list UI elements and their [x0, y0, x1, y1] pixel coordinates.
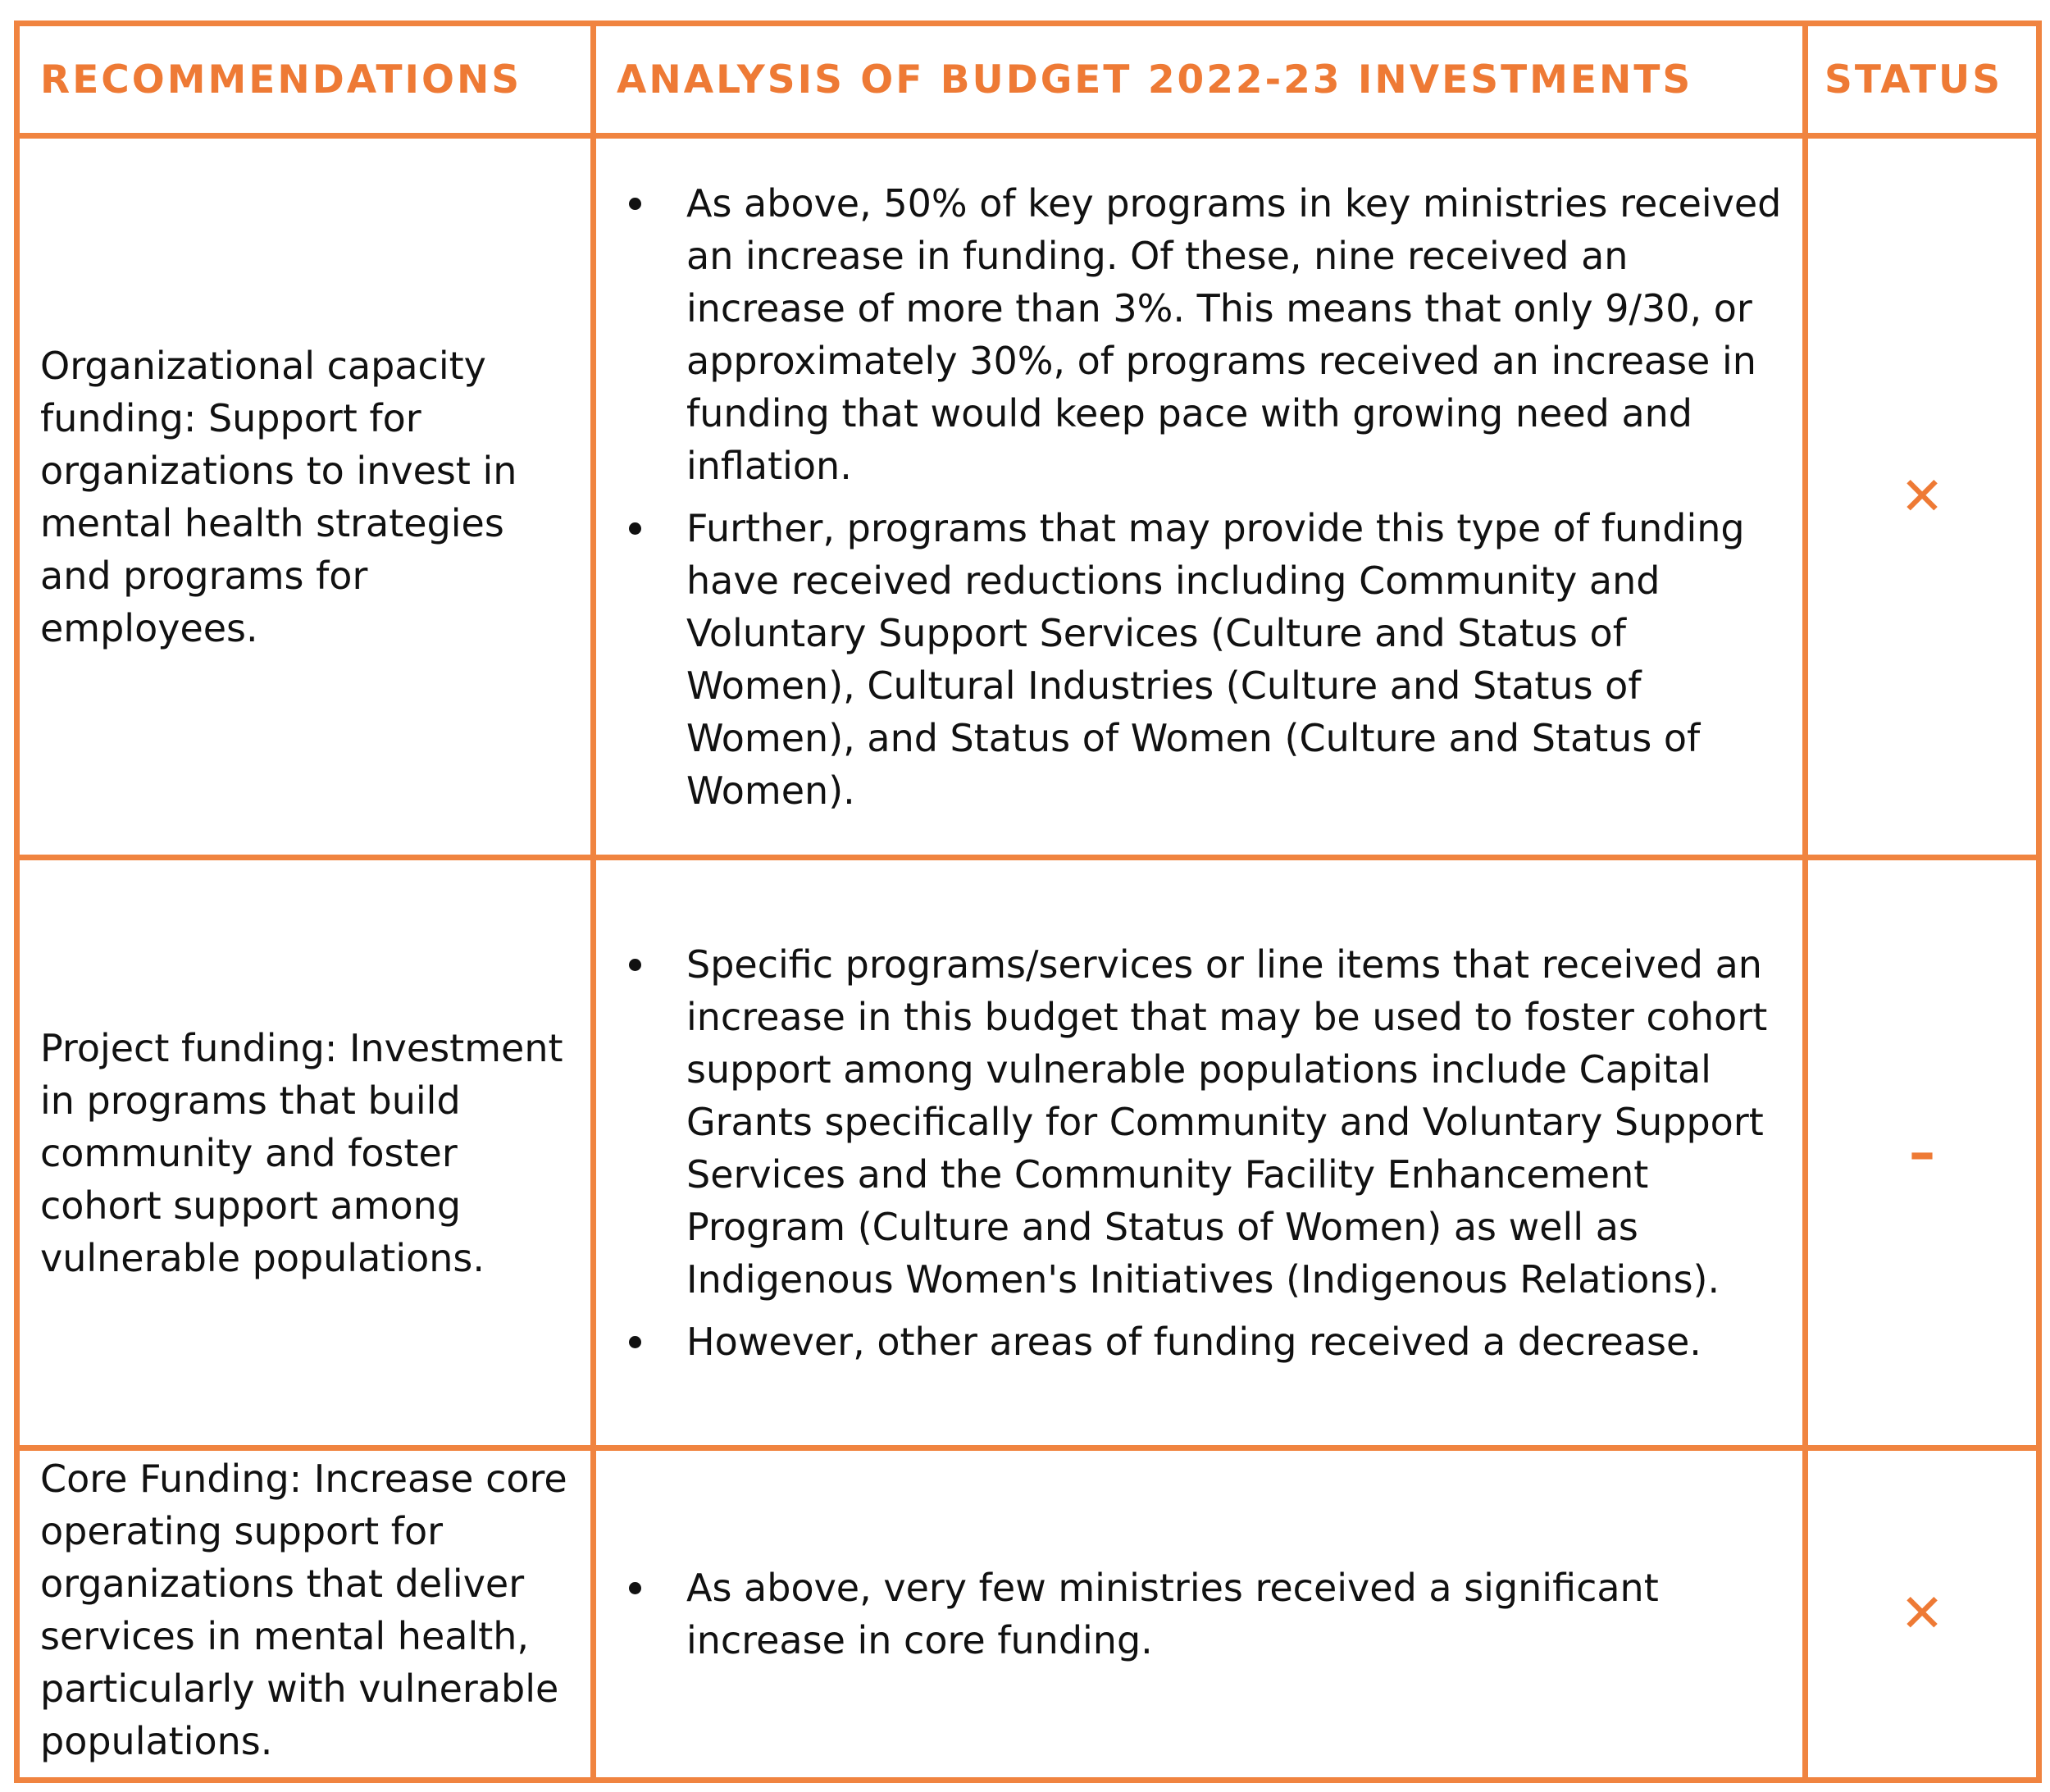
bullet-dot-icon [629, 1582, 641, 1594]
analysis-cell [594, 1448, 1806, 1781]
x-icon: ✕ [1900, 466, 1944, 527]
budget-analysis-sheet [14, 21, 2036, 1771]
x-icon: ✕ [1900, 1584, 1944, 1644]
header-recommendations: RECOMMENDATIONS [17, 24, 594, 136]
analysis-bullet-list [621, 1562, 1786, 1667]
analysis-bullet-list [621, 177, 1786, 817]
bullet-dot-icon [629, 1336, 641, 1348]
analysis-bullet [621, 1562, 1786, 1667]
recommendation-cell: Core Funding: Increase core operating support for organizations that deliver services in mental health, particularly with vulnerable populations. [17, 1448, 594, 1781]
analysis-cell [594, 858, 1806, 1448]
table-row [17, 858, 2039, 1448]
bullet-dot-icon [629, 959, 641, 971]
recommendation-cell: Organizational capacity funding: Support for organizations to invest in mental health strategies and programs for employees. [17, 136, 594, 858]
table-row [17, 136, 2039, 858]
analysis-bullet-text: However, other areas of funding received a decrease. [686, 1319, 1702, 1364]
status-cell [1806, 858, 2039, 1448]
analysis-bullet-text: Further, programs that may provide this type of funding have received reductions including Community and Voluntary Support Services (Culture and Status of Women), Cultural Industries (Culture and Status of Women), and Status of Women (Culture and Status of Women). [686, 505, 1745, 813]
analysis-bullet [621, 177, 1786, 492]
analysis-bullet [621, 1316, 1786, 1368]
recommendation-cell: Project funding: Investment in programs that build community and foster cohort support among vulnerable populations. [17, 858, 594, 1448]
header-analysis: ANALYSIS OF BUDGET 2022-23 INVESTMENTS [594, 24, 1806, 136]
bullet-dot-icon [629, 522, 641, 535]
bullet-dot-icon [629, 198, 641, 210]
table-row [17, 1448, 2039, 1781]
analysis-bullet [621, 502, 1786, 817]
analysis-bullet-list [621, 938, 1786, 1368]
status-cell [1806, 1448, 2039, 1781]
table-header-row [17, 24, 2039, 136]
budget-analysis-table [14, 21, 2042, 1783]
analysis-bullet-text: As above, 50% of key programs in key ministries received an increase in funding. Of these, nine received an increase of more than 3%. This means that only 9/30, or approximately 30%, of programs received an increase in funding that would keep pace with growing need and inflation. [686, 180, 1782, 488]
status-cell [1806, 136, 2039, 858]
dash-icon: – [1909, 1122, 1935, 1183]
header-status: STATUS [1806, 24, 2039, 136]
analysis-cell [594, 136, 1806, 858]
analysis-bullet [621, 938, 1786, 1306]
analysis-bullet-text: Specific programs/services or line items that received an increase in this budget that may be used to foster cohort support among vulnerable populations include Capital Grants specifically for Community and Voluntary Support Services and the Community Facility Enhancement Program (Culture and Status of Women) as well as Indigenous Women's Initiatives (Indigenous Relations). [686, 942, 1768, 1302]
analysis-bullet-text: As above, very few ministries received a significant increase in core funding. [686, 1566, 1659, 1662]
